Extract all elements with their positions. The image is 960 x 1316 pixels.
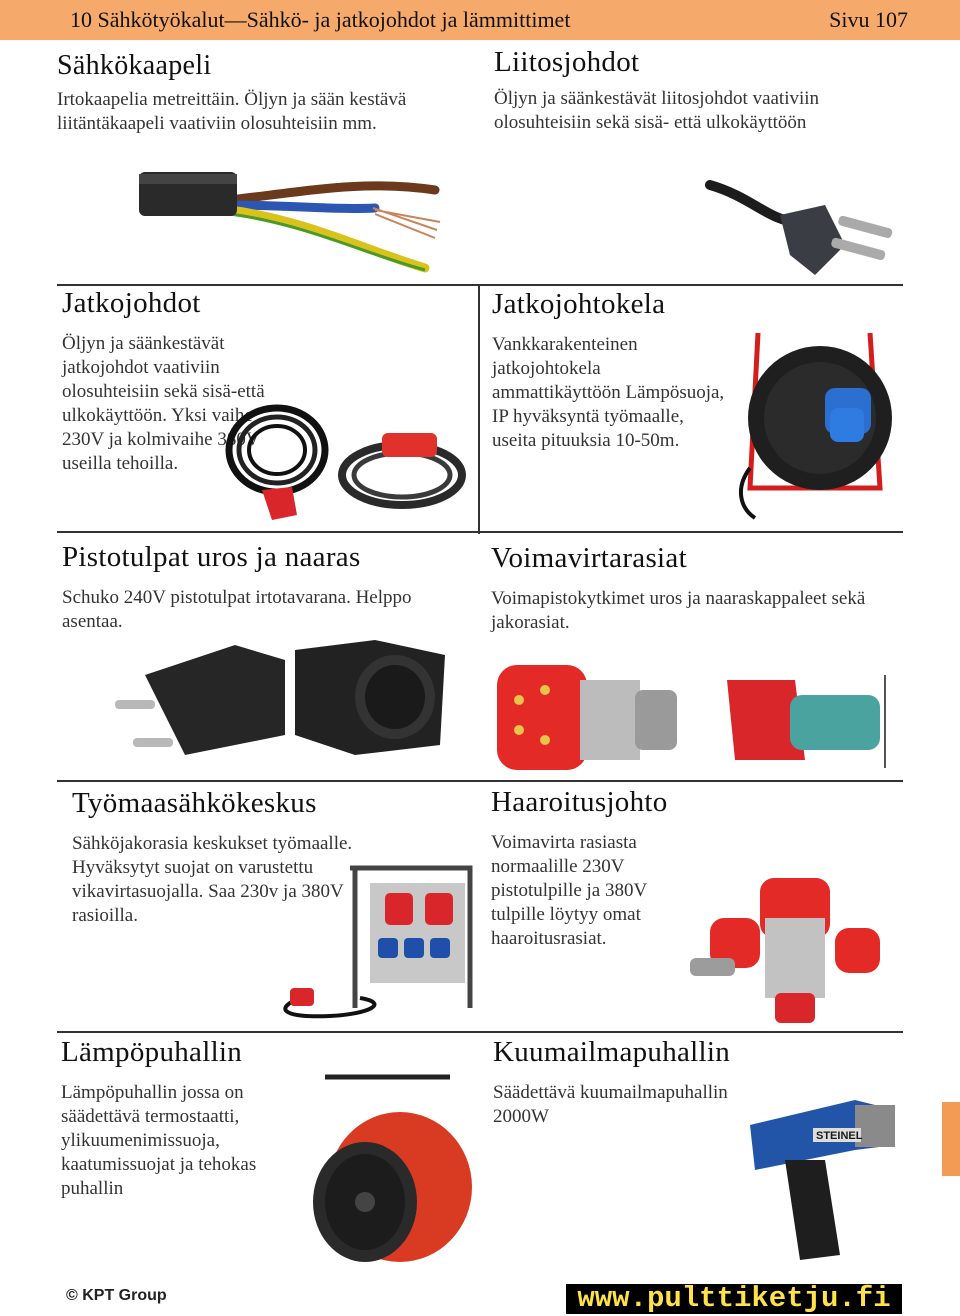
- schuko-plugs-image: [115, 635, 455, 765]
- divider-column: [478, 284, 480, 534]
- site-distribution-board-image: [270, 858, 475, 1023]
- divider-row-4: [57, 1031, 903, 1033]
- section-text: Lämpöpuhallin jossa on säädettävä termostaatti, ylikuumenimissuoja, kaatumissuojat ja tehokas puhallin: [61, 1082, 257, 1199]
- section-title: Voimavirtarasiat: [491, 542, 687, 574]
- section-title: Pistotulpat uros ja naaras: [62, 541, 361, 573]
- section-title: Jatkojohdot: [62, 287, 201, 319]
- section-title: Liitosjohdot: [494, 46, 640, 78]
- heat-gun-image: [745, 1090, 905, 1265]
- cable-image: [135, 160, 450, 285]
- section-text: Vankkarakenteinen jatkojohtokela ammattikäyttöön Lämpösuoja, IP hyväksyntä työmaalle, useita pituuksia 10-50m.: [492, 334, 725, 451]
- section-sahkokaapeli: [57, 50, 457, 136]
- section-text: Schuko 240V pistotulpat irtotavarana. Helppo asentaa.: [62, 587, 412, 632]
- section-title: Työmaasähkökeskus: [72, 787, 317, 819]
- heat-gun-brand: STEINEL: [816, 1130, 863, 1142]
- divider-row-1: [57, 284, 903, 286]
- section-voimavirtarasiat: [491, 542, 911, 635]
- section-pistotulpat: [62, 541, 472, 634]
- chapter-tab-marker: [942, 1102, 960, 1176]
- section-text: Sähköjakorasia keskukset työmaalle. Hyväksytyt suojat on varustettu vikavirtasuojalla. Saa 230v ja 380V rasioilla.: [72, 833, 353, 926]
- section-text: Säädettävä kuumailmapuhallin 2000W: [493, 1082, 728, 1127]
- section-title: Jatkojohtokela: [492, 288, 666, 320]
- divider-row-2: [57, 531, 903, 533]
- branching-cord-image: [690, 858, 900, 1028]
- chapter-title: 10 Sähkötyökalut—Sähkö- ja jatkojohdot ja lämmittimet: [70, 7, 571, 32]
- section-text: Voimavirta rasiasta normaalille 230V pistotulpille ja 380V tulpille löytyy omat haaroitusrasiat.: [491, 832, 647, 949]
- footer-url[interactable]: www.pulttiketju.fi: [566, 1284, 902, 1314]
- divider-row-3: [57, 780, 903, 782]
- section-text: Irtokaapelia metreittäin. Öljyn ja sään kestävä liitäntäkaapeli vaativiin olosuhteisiin mm.: [57, 89, 407, 134]
- section-title: Haaroitusjohto: [491, 786, 668, 818]
- section-liitosjohdot: [494, 46, 914, 135]
- section-text: Öljyn ja säänkestävät jatkojohdot vaativiin olosuhteisiin sekä sisä-että ulkokäyttöön. Yksi vaihe 230V ja kolmivaihe 380V useilla tehoilla.: [62, 333, 265, 474]
- page-header: [0, 0, 960, 40]
- section-title: Lämpöpuhallin: [61, 1036, 243, 1068]
- power-sockets-image: [495, 650, 890, 775]
- section-text: Voimapistokytkimet uros ja naaraskappaleet sekä jakorasiat.: [491, 588, 866, 633]
- footer-copyright: © KPT Group: [66, 1287, 167, 1304]
- extension-cord-image: [222, 395, 472, 530]
- section-title: Kuumailmapuhallin: [493, 1036, 731, 1068]
- page-number: Sivu 107: [829, 7, 908, 32]
- heater-fan-image: [305, 1062, 475, 1277]
- section-title: Sähkökaapeli: [57, 50, 212, 81]
- section-text: Öljyn ja säänkestävät liitosjohdot vaativiin olosuhteisiin sekä sisä- että ulkokäyttöön: [494, 88, 820, 133]
- cable-reel-image: [730, 318, 910, 528]
- connection-cord-image: [705, 175, 905, 285]
